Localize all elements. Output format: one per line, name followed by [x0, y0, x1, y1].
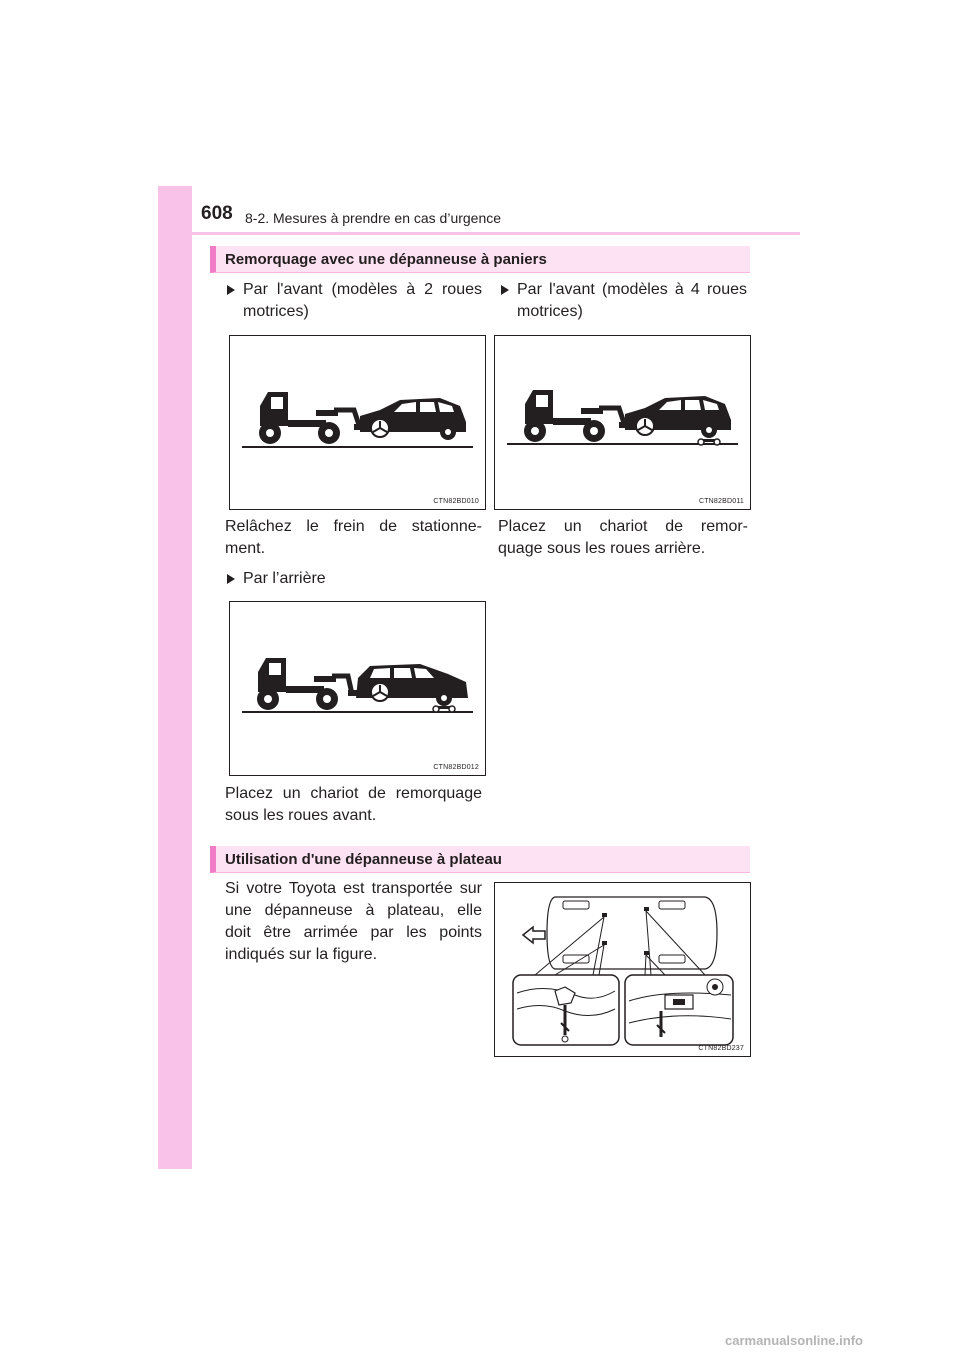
bullet-arrow-icon: [227, 574, 235, 584]
section-title-wheel-lift: [210, 246, 750, 273]
watermark: carmanualsonline.info: [725, 1333, 863, 1348]
section-title-text: Utilisation d'une dépanneuse à plateau: [225, 851, 502, 868]
caption-line: sous les roues avant.: [225, 807, 377, 824]
body-line: indiqués sur la figure.: [225, 946, 378, 963]
figure-code: CTN82BD011: [698, 498, 744, 505]
caption-line: Placez un chariot de remorquage: [225, 785, 482, 802]
bullet-arrow-icon: [501, 285, 509, 295]
tow-truck-front-4wd-illustration: [495, 336, 752, 511]
page-number: 608: [201, 203, 233, 224]
bullet-text-line: Par l'avant (modèles à 2 roues: [243, 281, 482, 298]
caption-rear: [225, 783, 482, 827]
section-title-text: Remorquage avec une dépanneuse à paniers: [225, 251, 547, 268]
section-title-flatbed: [210, 846, 750, 873]
flatbed-body-text: [225, 878, 482, 966]
header-rule: [158, 232, 800, 235]
figure-tow-rear: [229, 601, 486, 776]
caption-line: Placez un chariot de remor-: [498, 518, 748, 535]
tow-truck-front-2wd-illustration: [230, 336, 487, 511]
bullet-text-line: motrices): [517, 303, 583, 320]
figure-code: CTN82BD010: [433, 498, 479, 505]
bullet-text-line: Par l'avant (modèles à 4 roues: [517, 281, 747, 298]
caption-line: ment.: [225, 540, 266, 557]
bullet-arrow-icon: [227, 285, 235, 295]
chapter-sidebar-tab: [158, 186, 192, 1169]
caption-line: quage sous les roues arrière.: [498, 540, 706, 557]
caption-front-4wd: [498, 516, 748, 560]
tiedown-points-illustration: [495, 883, 752, 1058]
body-line: doit être arrimée par les points: [225, 924, 482, 941]
section-reference: 8-2. Mesures à prendre en cas d’urgence: [245, 210, 502, 226]
bullet-text-line: Par l’arrière: [243, 570, 326, 587]
figure-code: CTN82BD237: [698, 1045, 744, 1052]
caption-line: Relâchez le frein de stationne-: [225, 518, 482, 535]
figure-tow-front-4wd: [494, 335, 751, 510]
figure-flatbed-tiedown: [494, 882, 751, 1057]
figure-code: CTN82BD012: [433, 764, 479, 771]
tow-truck-rear-illustration: [230, 602, 487, 777]
figure-tow-front-2wd: [229, 335, 486, 510]
bullet-text-line: motrices): [243, 303, 309, 320]
body-line: Si votre Toyota est transportée sur: [225, 880, 482, 897]
body-line: une dépanneuse à plateau, elle: [225, 902, 482, 919]
caption-front-2wd: [225, 516, 482, 560]
